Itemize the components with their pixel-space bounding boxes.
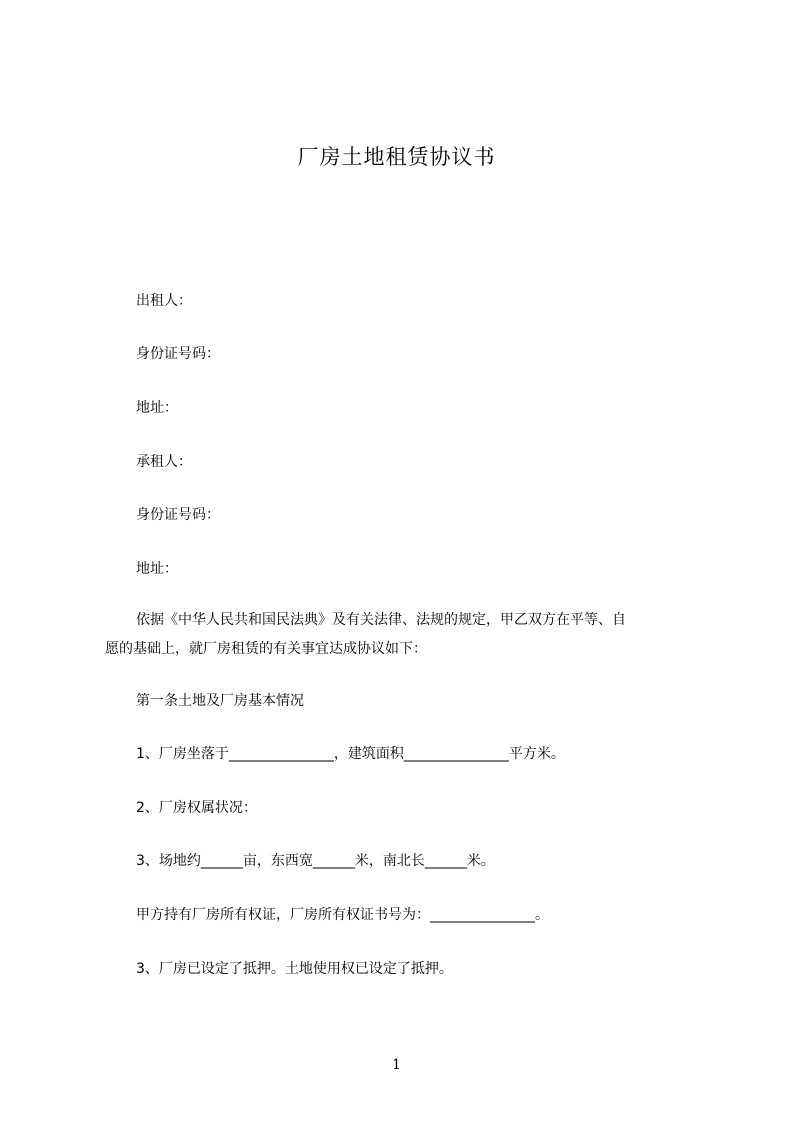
clause-item-2: 2、厂房权属状况：	[136, 800, 257, 816]
document-title: 厂房土地租赁协议书	[297, 145, 496, 169]
lessee-address-label: 地址：	[136, 561, 178, 577]
preamble-paragraph	[105, 606, 705, 664]
page-number: 1	[392, 1057, 401, 1073]
preamble-line-2: 愿的基础上，就厂房租赁的有关事宜达成协议如下：	[105, 641, 427, 657]
lessor-label: 出租人：	[136, 293, 192, 309]
clause-item-1: 1、厂房坐落于_______________，建筑面积_______________平方米。	[136, 746, 565, 762]
ownership-certificate-line: 甲方持有厂房所有权证，厂房所有权证书号为：_______________。	[136, 907, 549, 923]
lessee-label: 承租人：	[136, 454, 192, 470]
article-1-heading: 第一条土地及厂房基本情况	[136, 693, 304, 709]
clause-item-3: 3、场地约______亩，东西宽______米，南北长______米。	[136, 853, 495, 869]
lessor-id-label: 身份证号码：	[136, 346, 220, 362]
lessee-id-label: 身份证号码：	[136, 507, 220, 523]
preamble-line-1: 依据《中华人民共和国民法典》及有关法律、法规的规定，甲乙双方在平等、自	[136, 612, 626, 628]
clause-item-3-mortgage: 3、厂房已设定了抵押。土地使用权已设定了抵押。	[136, 961, 453, 977]
lessor-address-label: 地址：	[136, 400, 178, 416]
